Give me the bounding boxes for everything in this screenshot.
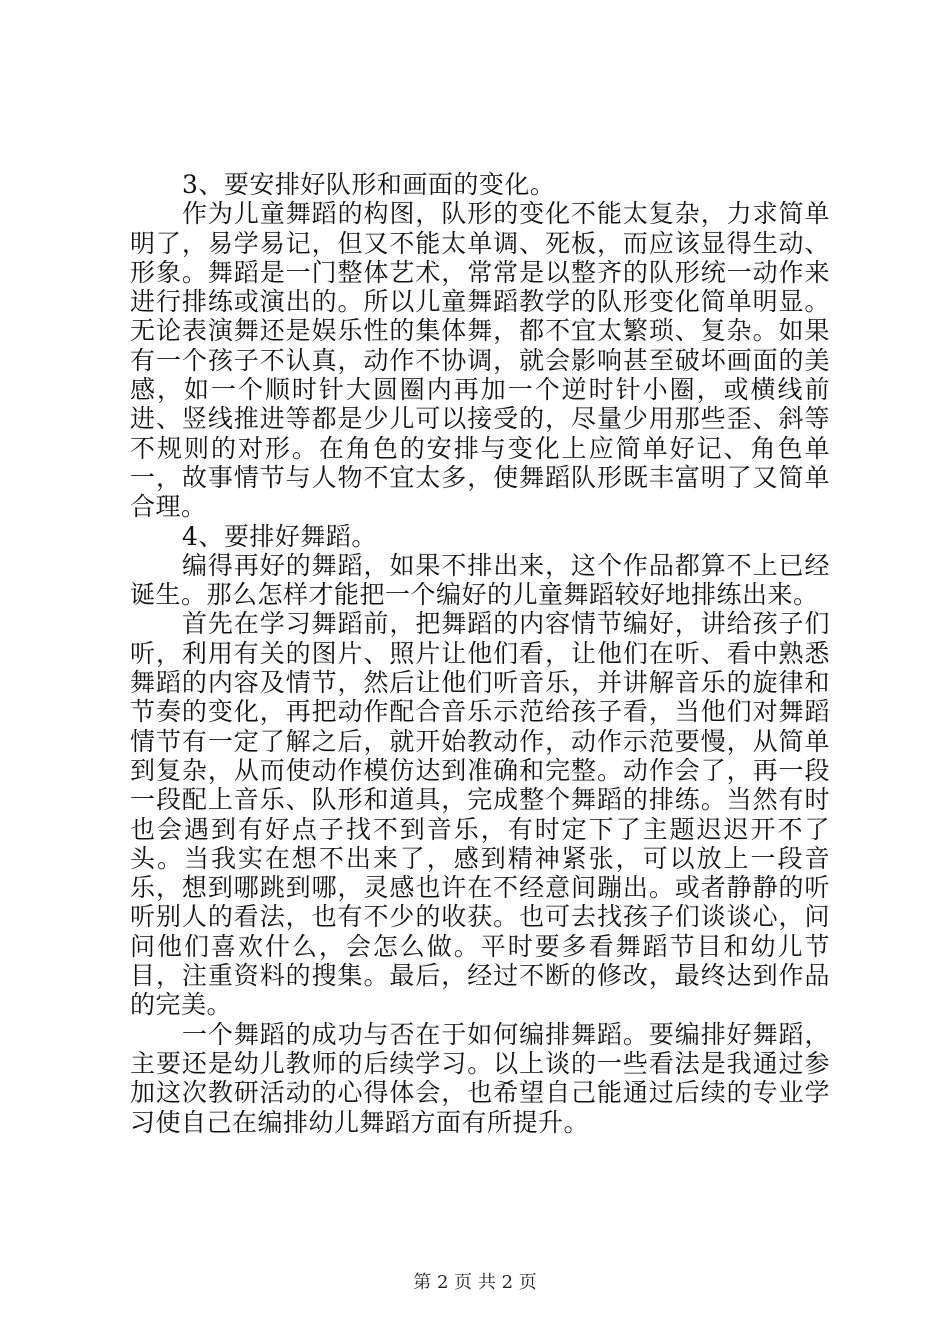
paragraph: 首先在学习舞蹈前，把舞蹈的内容情节编好，讲给孩子们听，利用有关的图片、照片让他们看，让他们在听、看中熟悉舞蹈的内容及情节，然后让他们听音乐，并讲解音乐的旋律和节奏的变化，再把动作配合音乐示范给孩子看，当他们对舞蹈情节有一定了解之后，就开始教动作，动作示范要慢，从简单到复杂，从而使动作模仿达到准确和完整。动作会了，再一段一段配上音乐、队形和道具，完成整个舞蹈的排练。当然有时也会遇到有好点子找不到音乐，有时定下了主题迟迟开不了头。当我实在想不出来了，感到精神紧张，可以放上一段音乐，想到哪跳到哪，灵感也许在不经意间蹦出。或者静静的听听别人的看法，也有不少的收获。也可去找孩子们谈谈心，问问他们喜欢什么，会怎么做。平时要多看舞蹈节目和幼儿节目，注重资料的搜集。最后，经过不断的修改，最终达到作品的完美。 [130, 609, 830, 1020]
paragraph: 作为儿童舞蹈的构图，队形的变化不能太复杂，力求简单明了，易学易记，但又不能太单调、死板，而应该显得生动、形象。舞蹈是一门整体艺术，常常是以整齐的队形统一动作来进行排练或演出的。所以儿童舞蹈教学的队形变化简单明显。无论表演舞还是娱乐性的集体舞，都不宜太繁琐、复杂。如果有一个孩子不认真，动作不协调，就会影响甚至破坏画面的美感，如一个顺时针大圆圈内再加一个逆时针小圈，或横线前进、竖线推进等都是少儿可以接受的，尽量少用那些歪、斜等不规则的对形。在角色的安排与变化上应简单好记、角色单一，故事情节与人物不宜太多，使舞蹈队形既丰富明了又简单合理。 [130, 199, 830, 522]
paragraph: 一个舞蹈的成功与否在于如何编排舞蹈。要编排好舞蹈，主要还是幼儿教师的后续学习。以上谈的一些看法是我通过参加这次教研活动的心得体会，也希望自己能通过后续的专业学习使自己在编排幼儿舞蹈方面有所提升。 [130, 1019, 830, 1137]
section-heading-3: 3、要安排好队形和画面的变化。 [182, 170, 556, 199]
section-heading-4: 4、要排好舞蹈。 [182, 521, 377, 551]
page-footer: 第 2 页 共 2 页 [413, 1272, 537, 1293]
document-body [130, 170, 830, 1137]
paragraph: 编得再好的舞蹈，如果不排出来，这个作品都算不上已经诞生。那么怎样才能把一个编好的儿童舞蹈较好地排练出来。 [130, 550, 830, 610]
